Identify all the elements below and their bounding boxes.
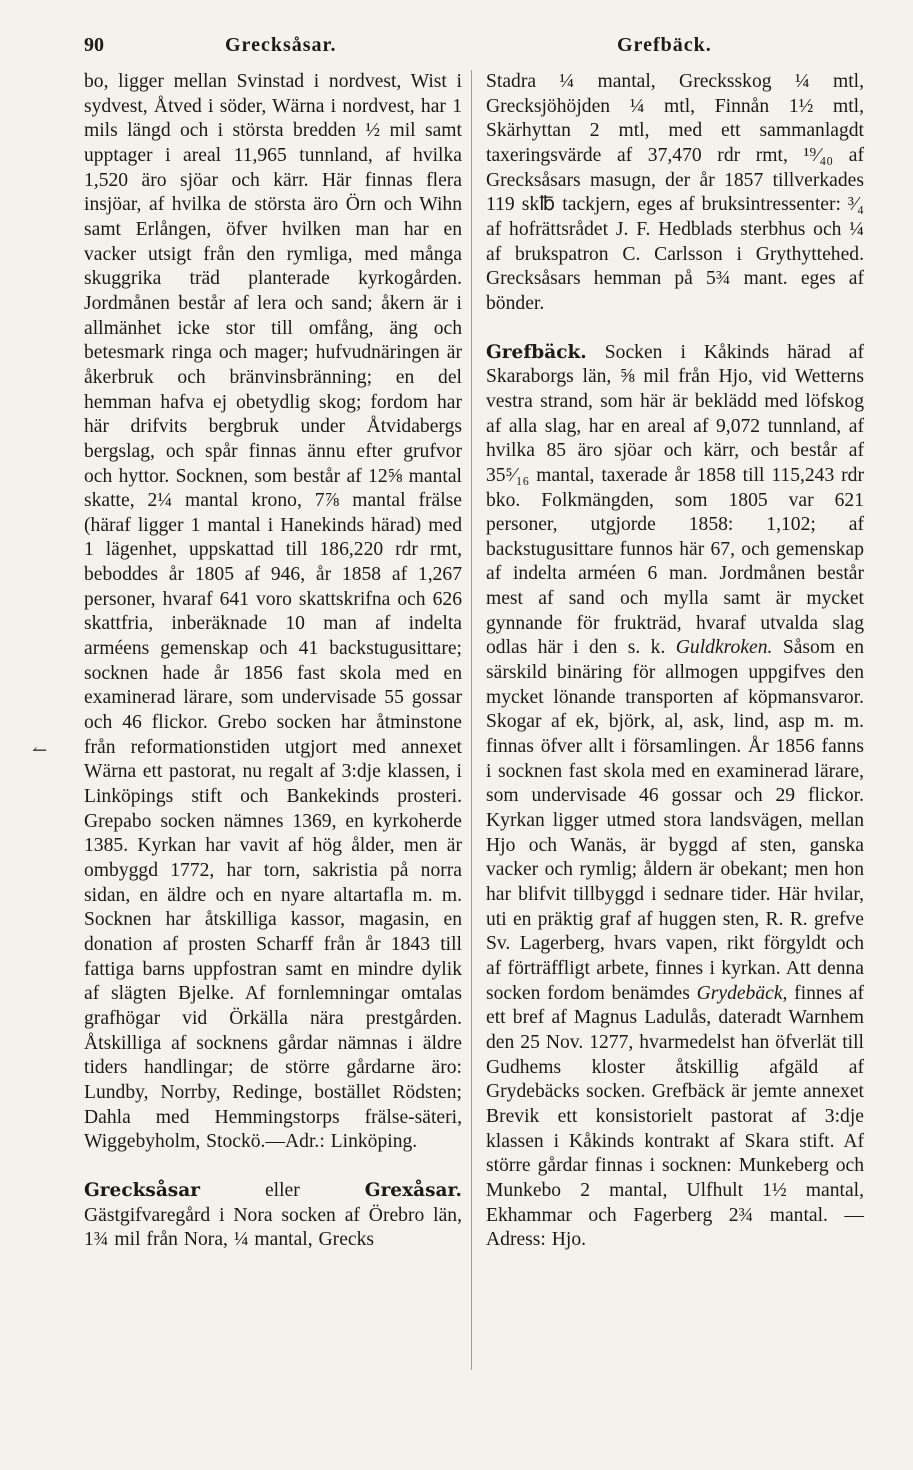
running-head-left: Grecksåsar.	[225, 34, 337, 56]
entry-heading: Grecksåsar	[84, 1179, 200, 1201]
italic-term: Grydebäck,	[696, 982, 788, 1004]
entry-text: finnes af ett bref af Magnus Ladulås, dateradt Warnhem den 25 Nov. 1277, hvarmedelst han öfverlät till Gudhems kloster åtskillig afgäld af Grydebäcks socken. Grefbäck är jemte annexet Brevik ett konsistorielt pastorat af 3:dje klassen i Kåkinds kontrakt af Skara stift. Af större gårdar finnas i socknen: Munkeberg och Munkebo 2 mantal, Ulfhult 1½ mantal, Ekhammar och Fagerberg 2¾ mantal. — Adress: Hjo.	[486, 982, 864, 1251]
entry-text: Såsom en särskild binäring för allmogen uppgifves den mycket lönande transporten af köpmansvaror. Skogar af ek, björk, al, ask, lind, asp m. m. finnas öfver allt i församlingen. År 1856 fanns i socknen fast skola med en examinerad lärare, som undervisade 46 gossar och 29 flickor. Kyrkan ligger utmed stora landsvägen, mellan Hjo och Wanäs, är byggd af sten, ganska vacker och rymlig; åldern är obekant; men hon har blifvit tillbyggd i sednare tider. Här hvilar, uti en präktig graf af huggen sten, R. R. grefve Sv. Lagerberg, hvars vapen, rikt förgyldt och af förträffligt arbete, finnes i kyrkan. Att denna socken fordom benämdes	[486, 637, 864, 1004]
entry-grebo-continued: bo, ligger mellan Svinstad i nordvest, Wist i sydvest, Åtved i söder, Wärna i nordvest, har 1 mils längd och i största bredden ½ mil samt upptager i areal 11,965 tunnland, af hvilka 1,520 äro sjöar och kärr. Här finnas flera insjöar, af hvilka de största äro Örn och Wihn samt Erlången, öfver hvilken man har en vacker utsigt från den rymliga, med många skuggrika träd planterade kyrkogården. Jordmånen består af lera och sand; åkern är i allmänhet icke stor till omfång, äng och betesmark ringa och mager; hufvudnäringen är åkerbruk och bränvinsbränning; en del hemman hafva ej obetydlig skog; fordom har här drifvits bergbruk under Åtvidabergs bergslag, och spår finnas ännu efter grufvor och hyttor. Socknen, som består af 12⅝ mantal skatte, 2¼ mantal krono, 7⅞ mantal frälse (häraf ligger 1 mantal i Hanekinds härad) med 1 lägenhet, uppskattad till 186,220 rdr rmt, beboddes år 1805 af 946, år 1858 af 1,267 personer, hvaraf 641 voro skattskrifna och 626 skattfria, inberäknade 10 man af indelta arméens gemenskap och 41 backstugusittare; socknen hade år 1856 fast skola med en examinerad lärare, som undervisade 55 gossar och 46 flickor. Grebo socken har åtminstone från reformationstiden utgjort med annexet Wärna ett pastorat, nu regalt af 3:dje klassen, i Linköpings stift och Bankekinds prosteri. Grepabo socken nämnes 1369, en kyrkoherde 1385. Kyrkan har vavit af hög ålder, men är ombyggd 1772, har torn, sakristia på norra sidan, en äldre och en nyare altartafla m. m. Socknen har åtskilliga kassor, magasin, en donation af prosten Scharff från år 1843 till fattiga barns uppfostran samt en mindre dylik af slägten Bjelke. Af fornlemningar omtalas grafhögar vid Örkälla nära prestgården. Åtskilliga af socknens gårdar nämnas i äldre tiders handlingar; de större gårdarne äro: Lundby, Norrby, Redinge, bostället Rödsten; Dahla med Hemmingstorps frälse-säteri, Wiggebyholm, Stockö.—Adr.: Linköping.	[84, 71, 462, 1153]
page-header	[0, 34, 913, 64]
page-number: 90	[84, 34, 104, 56]
entry-text: Socken i Kåkinds härad af Skaraborgs län, ⅝ mil från Hjo, vid Wetterns vestra strand, som här är beklädd med löfskog af alla slag, har en areal af 9,072 tunnland, af hvilka 85 äro sjöar och kärr, och består af 35⁵⁄₁₆ mantal, taxerade år 1858 till 115,243 rdr bko. Folkmängden, som 1805 var 621 personer, utgjorde 1858: 1,102; af backstugusittare funnos här 67, och gemenskap af indelta arméen 6 man. Jordmånen består mest af sand och mylla samt är mycket gynnande för frukträd, hvaraf utvalda slag odlas här i den s. k.	[486, 341, 864, 659]
entry-grecksasar-continued: Stadra ¼ mantal, Grecksskog ¼ mtl, Grecksjöhöjden ¼ mtl, Finnån 1½ mtl, Skärhyttan 2 mtl, med ett sammanlagdt taxeringsvärde af 37,470 rdr rmt, ¹⁹⁄₄₀ af Grecksåsars masugn, der år 1857 tillverkades 119 sk℔ tackjern, eges af bruksintressenter: ³⁄₄ af hofrättsrådet J. F. Hedblads sterbhus och ¼ af brukspatron C. Carlsson i Grythyttehed. Grecksåsars hemman på 5¾ mant. eges af bönder.	[486, 71, 864, 314]
italic-term: Guldkroken.	[675, 637, 773, 659]
entry-text: Gästgifvaregård i Nora socken af Örebro län, 1¾ mil från Nora, ¼ mantal, Grecks	[84, 1204, 462, 1251]
right-column	[486, 70, 864, 1253]
entry-heading-variant: Grexåsar.	[364, 1179, 462, 1201]
left-column	[84, 70, 462, 1253]
entry-text: eller	[199, 1179, 365, 1201]
entry-grefback	[486, 341, 864, 1253]
running-head-right: Grefbäck.	[617, 34, 712, 56]
entry-heading: Grefbäck.	[486, 341, 587, 363]
margin-mark: ↼	[32, 740, 48, 761]
column-divider	[471, 70, 472, 1370]
entry-grecksasar	[84, 1179, 462, 1253]
